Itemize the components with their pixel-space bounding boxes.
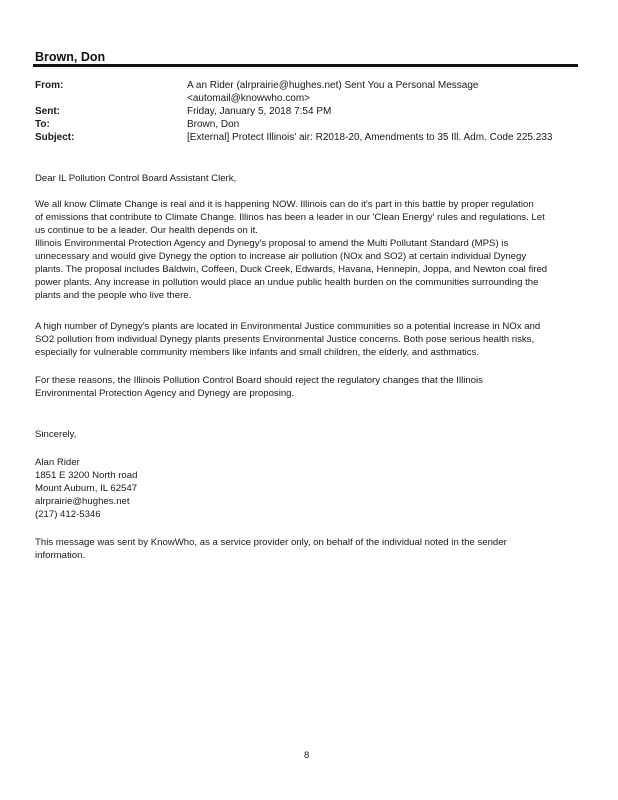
greeting: Dear IL Pollution Control Board Assistant Clerk, bbox=[35, 173, 237, 184]
paragraph-1-line: We all know Climate Change is real and it is happening NOW. Illinois can do it's part in this battle by proper regulation bbox=[35, 199, 534, 210]
signature-email: alrprairie@hughes.net bbox=[35, 496, 130, 507]
subject-label: Subject: bbox=[35, 132, 75, 143]
mailbox-owner: Brown, Don bbox=[35, 50, 106, 64]
from-value: A an Rider (alrprairie@hughes.net) Sent You a Personal Message bbox=[187, 80, 479, 91]
from-address: <automail@knowwho.com> bbox=[187, 93, 310, 104]
footer-note-line: This message was sent by KnowWho, as a service provider only, on behalf of the individual noted in the sender bbox=[35, 537, 507, 548]
sent-label: Sent: bbox=[35, 106, 60, 117]
paragraph-2-line: especially for vulnerable community members like infants and small children, the elderly, and asthmatics. bbox=[35, 347, 479, 358]
paragraph-2 bbox=[35, 320, 580, 359]
paragraph-1-line: of emissions that contribute to Climate Change. Illinos has been a leader in our 'Clean Energy' rules and regulations. Let bbox=[35, 212, 545, 223]
header-rule bbox=[33, 64, 578, 67]
footer-note-line: information. bbox=[35, 550, 86, 561]
paragraph-1-line: plants and the people who live there. bbox=[35, 290, 192, 301]
paragraph-1-line: plants. The proposal includes Baldwin, Coffeen, Duck Creek, Edwards, Havana, Hennepin, Joppa, and Newton coal fired bbox=[35, 264, 548, 275]
signature-block bbox=[35, 456, 580, 521]
signature-name: Alan Rider bbox=[35, 457, 80, 468]
paragraph-3 bbox=[35, 374, 580, 400]
paragraph-1-line: Illinois Environmental Protection Agency and Dynegy's proposal to amend the Multi Pollutant Standard (MPS) is bbox=[35, 238, 509, 249]
to-label: To: bbox=[35, 119, 50, 130]
from-label: From: bbox=[35, 80, 64, 91]
subject-value: [External] Protect Illinois' air: R2018-20, Amendments to 35 Ill. Adm. Code 225.233 bbox=[187, 132, 553, 143]
paragraph-2-line: SO2 pollution from individual Dynegy plants presents Environmental Justice concerns. Both pose serious health risks, bbox=[35, 334, 535, 345]
signature-phone: (217) 412-5346 bbox=[35, 509, 101, 520]
paragraph-1-line: us continue to be a leader. Our health depends on it. bbox=[35, 225, 258, 236]
footer-note bbox=[35, 536, 580, 562]
to-value: Brown, Don bbox=[187, 119, 240, 130]
paragraph-2-line: A high number of Dynegy's plants are located in Environmental Justice communities so a potential increase in NOx and bbox=[35, 321, 541, 332]
paragraph-3-line: Environmental Protection Agency and Dynegy are proposing. bbox=[35, 388, 295, 399]
paragraph-1-line: unnecessary and would give Dynegy the option to increase air pollution (NOx and SO2) at certain individual Dynegy bbox=[35, 251, 527, 262]
sent-value: Friday, January 5, 2018 7:54 PM bbox=[187, 106, 332, 117]
signature-street: 1851 E 3200 North road bbox=[35, 470, 138, 481]
paragraph-1-line: power plants. Any increase in pollution would place an undue public health burden on the communities surrounding the bbox=[35, 277, 539, 288]
paragraph-3-line: For these reasons, the Illinois Pollution Control Board should reject the regulatory changes that the Illinois bbox=[35, 375, 483, 386]
paragraph-1 bbox=[35, 198, 580, 302]
closing: Sincerely, bbox=[35, 429, 77, 440]
signature-city: Mount Auburn, IL 62547 bbox=[35, 483, 138, 494]
page-number: 8 bbox=[304, 750, 310, 761]
